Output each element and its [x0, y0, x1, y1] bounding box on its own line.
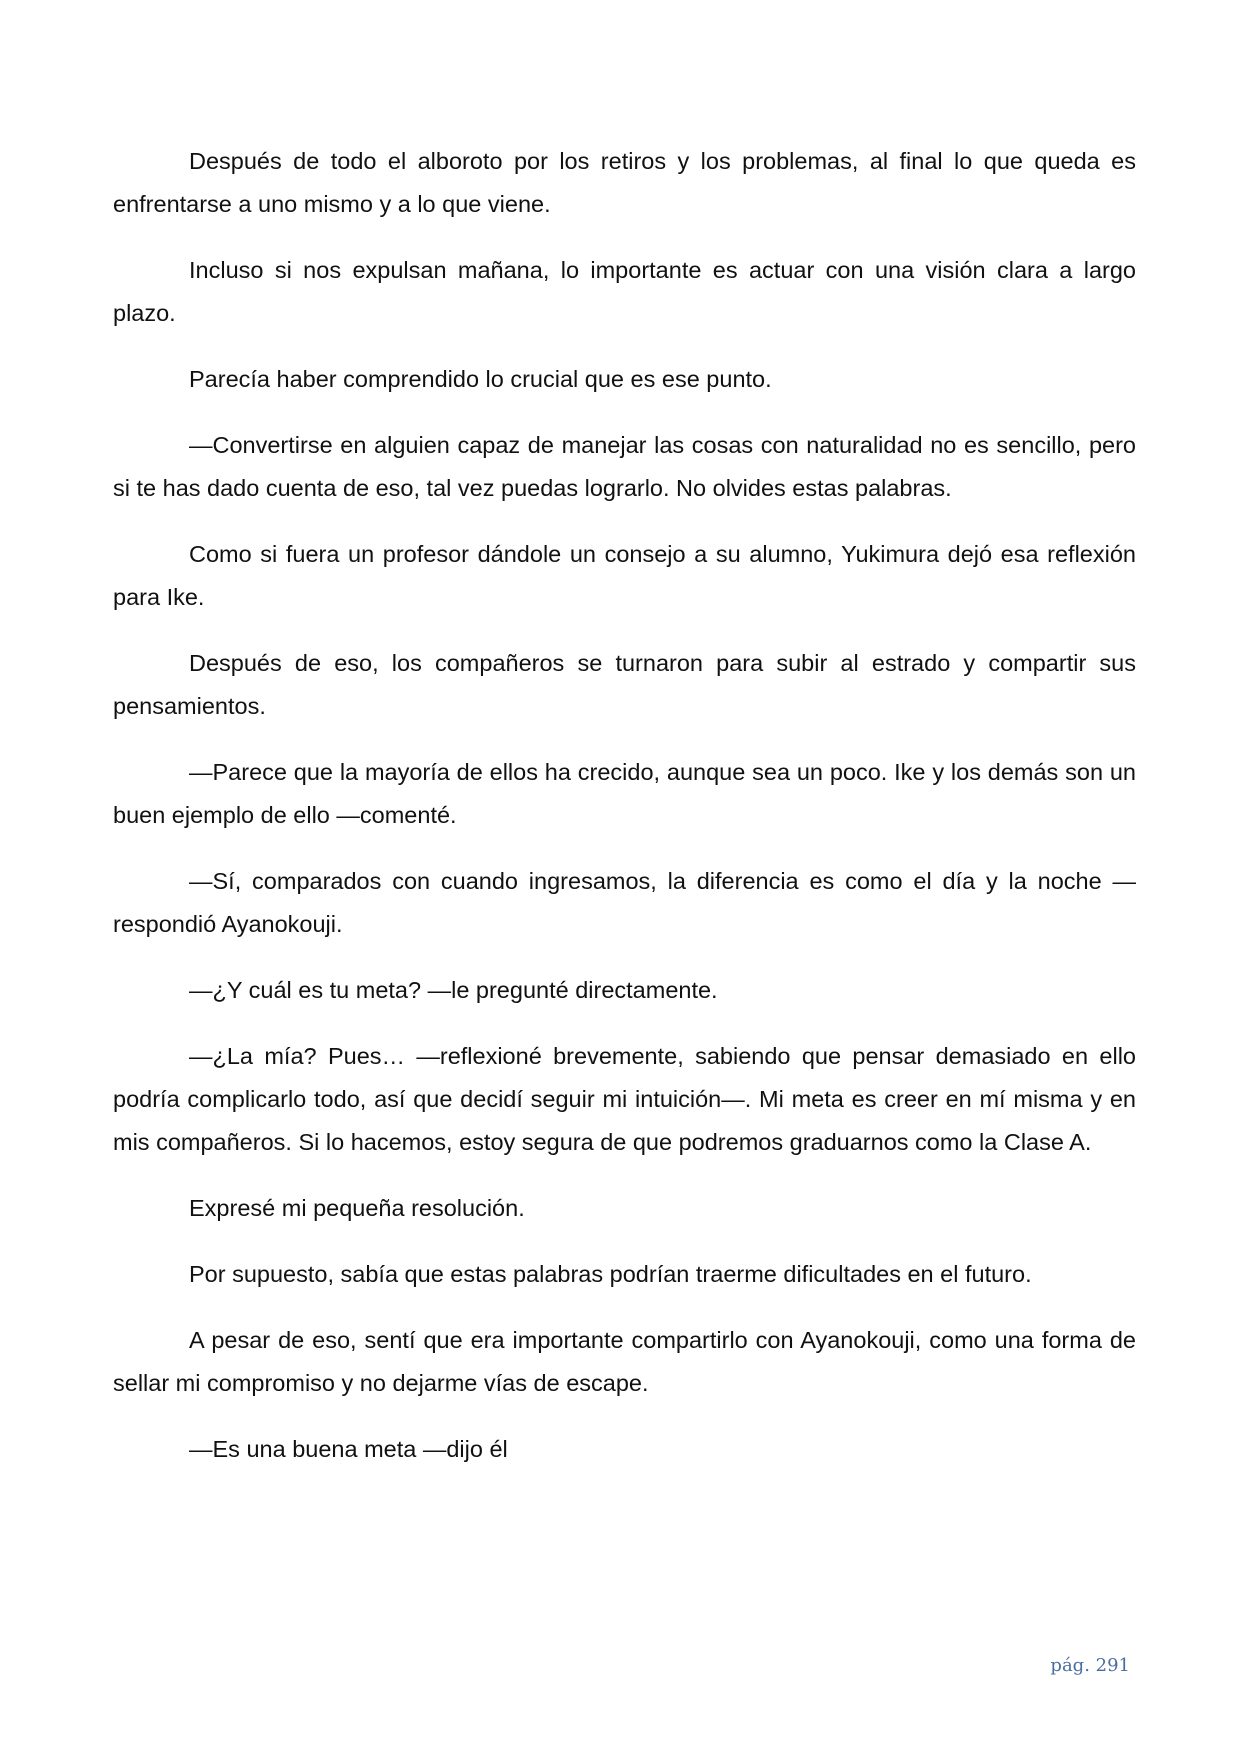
paragraph: —¿Y cuál es tu meta? —le pregunté directamente.	[189, 977, 718, 1003]
paragraph: Después de todo el alboroto por los retiros y los problemas, al final lo que queda es enfrentarse a uno mismo y a lo que viene.	[113, 148, 1136, 217]
page-number: pág. 291	[1050, 1655, 1130, 1676]
paragraph: —¿La mía? Pues… —reflexioné brevemente, sabiendo que pensar demasiado en ello podría complicarlo todo, así que decidí seguir mi intuición—. Mi meta es creer en mí misma y en mis compañeros. Si lo hacemos, estoy segura de que podremos graduarnos como la Clase A.	[113, 1043, 1136, 1155]
paragraph: Incluso si nos expulsan mañana, lo importante es actuar con una visión clara a largo plazo.	[113, 257, 1136, 326]
paragraph: Como si fuera un profesor dándole un consejo a su alumno, Yukimura dejó esa reflexión para Ike.	[113, 541, 1136, 610]
paragraph: —Sí, comparados con cuando ingresamos, la diferencia es como el día y la noche —respondió Ayanokouji.	[113, 868, 1136, 937]
paragraph: —Convertirse en alguien capaz de manejar las cosas con naturalidad no es sencillo, pero si te has dado cuenta de eso, tal vez puedas lograrlo. No olvides estas palabras.	[113, 432, 1136, 501]
paragraph: —Es una buena meta —dijo él	[189, 1436, 508, 1462]
paragraph: A pesar de eso, sentí que era importante compartirlo con Ayanokouji, como una forma de sellar mi compromiso y no dejarme vías de escape.	[113, 1327, 1136, 1396]
paragraph: Expresé mi pequeña resolución.	[189, 1195, 525, 1221]
paragraph: —Parece que la mayoría de ellos ha crecido, aunque sea un poco. Ike y los demás son un buen ejemplo de ello —comenté.	[113, 759, 1136, 828]
document-body	[113, 140, 1136, 1494]
paragraph: Después de eso, los compañeros se turnaron para subir al estrado y compartir sus pensamientos.	[113, 650, 1136, 719]
paragraph: Por supuesto, sabía que estas palabras podrían traerme dificultades en el futuro.	[189, 1261, 1032, 1287]
paragraph: Parecía haber comprendido lo crucial que es ese punto.	[189, 366, 772, 392]
